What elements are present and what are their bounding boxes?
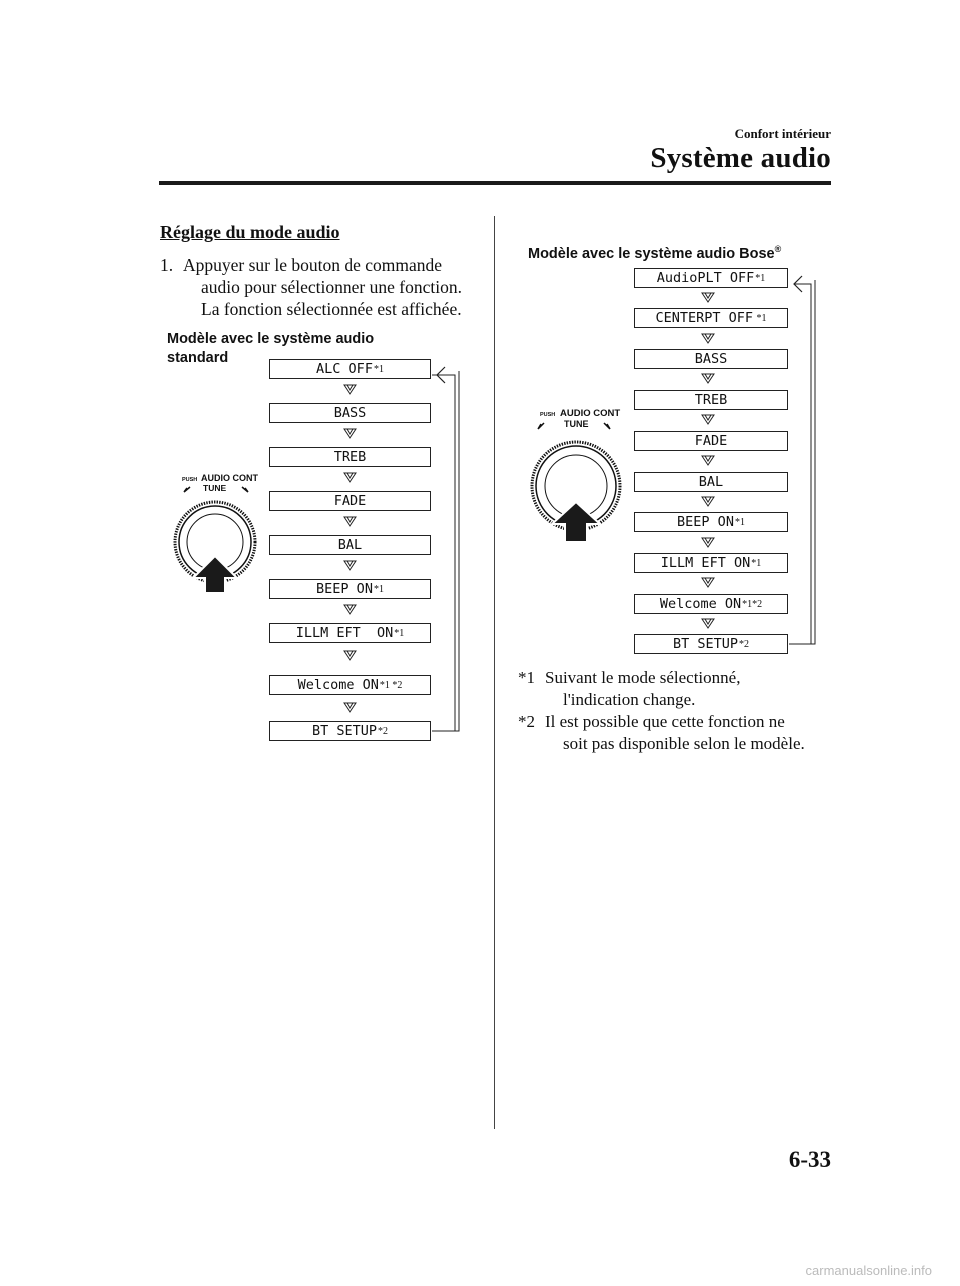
column-divider — [494, 216, 495, 1129]
standard-caption-line2: standard — [167, 350, 229, 366]
menu-item-bass: BASS — [634, 349, 788, 369]
step-line-1: Appuyer sur le bouton de commande — [183, 255, 443, 275]
menu-item-fade: FADE — [634, 431, 788, 451]
knob-tune-label: TUNE — [564, 419, 589, 429]
menu-item-bal: BAL — [634, 472, 788, 492]
watermark: carmanualsonline.info — [805, 1263, 932, 1278]
section-heading: Réglage du mode audio — [160, 222, 340, 242]
menu-item-audioplt-off: AudioPLT OFF *1 — [634, 268, 788, 288]
menu-item-beep-on: BEEP ON *1 — [634, 512, 788, 532]
footnote-2-mark: *2 — [518, 712, 535, 731]
standard-menu-flow-arrows — [269, 359, 469, 744]
page-title: Système audio — [650, 142, 831, 174]
standard-caption-line1: Modèle avec le système audio — [167, 331, 375, 347]
menu-item-treb: TREB — [634, 390, 788, 410]
footnote-2-line1: Il est possible que cette fonction ne — [545, 712, 785, 731]
knob-audio-cont-label: AUDIO CONT — [201, 473, 258, 483]
step-line-2: audio pour sélectionner une fonction. — [201, 277, 462, 297]
audio-control-knob-standard — [170, 464, 260, 604]
menu-item-fade: FADE — [269, 491, 431, 511]
knob-push-label: PUSH — [540, 412, 556, 418]
knob-push-label: PUSH — [182, 477, 198, 483]
menu-item-beep-on: BEEP ON *1 — [269, 579, 431, 599]
menu-item-bass: BASS — [269, 403, 431, 423]
page-number: 6-33 — [788, 1147, 831, 1172]
menu-item-illm-eft-on: ILLM EFT ON *1 — [269, 623, 431, 643]
knob-tune-label: TUNE — [203, 483, 227, 493]
step-number: 1. — [160, 255, 174, 275]
header-divider — [159, 181, 831, 185]
header-section-label: Confort intérieur — [734, 126, 831, 141]
menu-item-alc-off: ALC OFF *1 — [269, 359, 431, 379]
menu-item-bal: BAL — [269, 535, 431, 555]
knob-audio-cont-label: AUDIO CONT — [560, 408, 621, 419]
menu-item-centerpt-off: CENTERPT OFF *1 — [634, 308, 788, 328]
menu-item-welcome-on: Welcome ON *1*2 — [634, 594, 788, 614]
menu-item-illm-eft-on: ILLM EFT ON *1 — [634, 553, 788, 573]
footnote-1-line2: l'indication change. — [563, 690, 696, 709]
footnote-2-line2: soit pas disponible selon le modèle. — [563, 734, 805, 753]
bose-caption: Modèle avec le système audio Bose® — [528, 244, 782, 262]
bose-menu-flow-arrows — [634, 268, 824, 658]
step-line-3: La fonction sélectionnée est affichée. — [201, 299, 462, 319]
footnote-1-line1: Suivant le mode sélectionné, — [545, 668, 741, 687]
footnote-1-mark: *1 — [518, 668, 535, 687]
menu-item-bt-setup: BT SETUP *2 — [269, 721, 431, 741]
menu-item-bt-setup: BT SETUP *2 — [634, 634, 788, 654]
menu-item-treb: TREB — [269, 447, 431, 467]
audio-control-knob-bose — [530, 404, 626, 552]
menu-item-welcome-on: Welcome ON *1 *2 — [269, 675, 431, 695]
